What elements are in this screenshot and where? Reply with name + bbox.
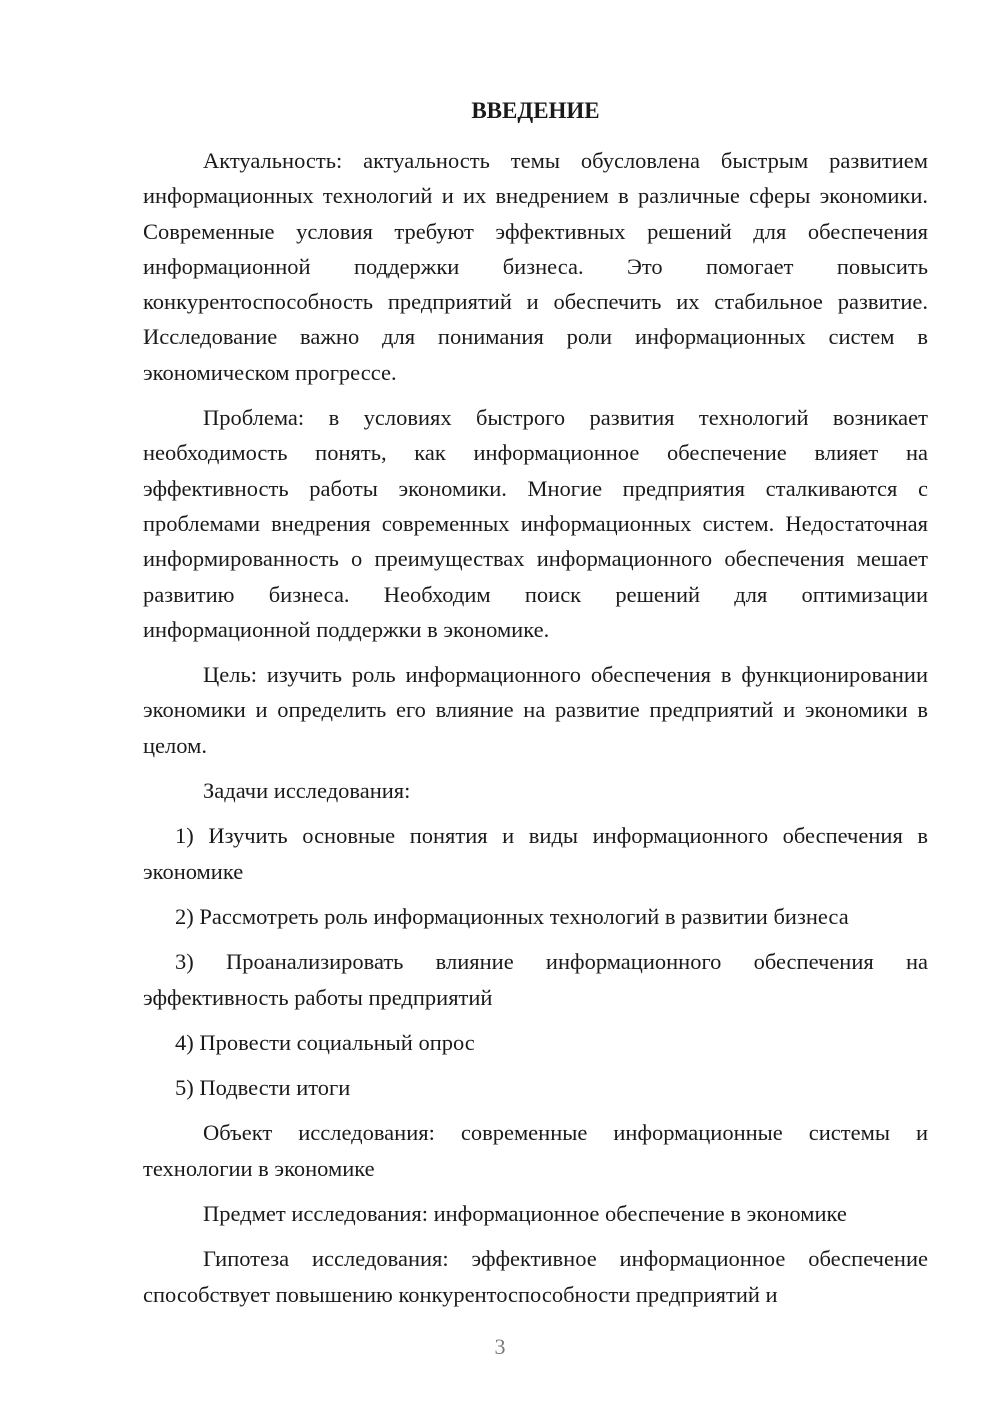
task-item: 1) Изучить основные понятия и виды информационного обеспечения в экономике — [143, 823, 928, 884]
task-item: 2) Рассмотреть роль информационных технологий в развитии бизнеса — [175, 903, 849, 929]
paragraph-object: Объект исследования: современные информационные системы и технологии в экономике — [143, 1120, 928, 1181]
paragraph-problem: Проблема: в условиях быстрого развития технологий возникает необходимость понять, как информационное обеспечение влияет на эффективность работы экономики. Многие предприятия сталкиваются с проблемами внедрения современных информационных систем. Недостаточная информированность о преимуществах информационного обеспечения мешает развитию бизнеса. Необходим поиск решений для оптимизации информационной поддержки в экономике. — [143, 405, 928, 642]
paragraph-tasks-heading: Задачи исследования: — [203, 778, 411, 804]
paragraph-hypothesis: Гипотеза исследования: эффективное информационное обеспечение способствует повышению конкурентоспособности предприятий и — [143, 1246, 928, 1307]
page-number: 3 — [494, 1334, 506, 1359]
page-title: ВВЕДЕНИЕ — [471, 98, 600, 123]
task-item: 5) Подвести итоги — [175, 1075, 351, 1101]
paragraph-relevance: Актуальность: актуальность темы обусловлена быстрым развитием информационных технологий и их внедрением в различные сферы экономики. Современные условия требуют эффективных решений для обеспечения информационной поддержки бизнеса. Это помогает повысить конкурентоспособность предприятий и обеспечить их стабильное развитие. Исследование важно для понимания роли информационных систем в экономическом прогрессе. — [143, 148, 928, 385]
document-body — [143, 143, 928, 1312]
paragraph-goal: Цель: изучить роль информационного обеспечения в функционировании экономики и определить его влияние на развитие предприятий и экономики в целом. — [143, 662, 928, 758]
task-item: 4) Провести социальный опрос — [175, 1029, 475, 1055]
task-item: 3) Проанализировать влияние информационного обеспечения на эффективность работы предприятий — [143, 949, 928, 1010]
paragraph-subject: Предмет исследования: информационное обеспечение в экономике — [203, 1201, 847, 1227]
